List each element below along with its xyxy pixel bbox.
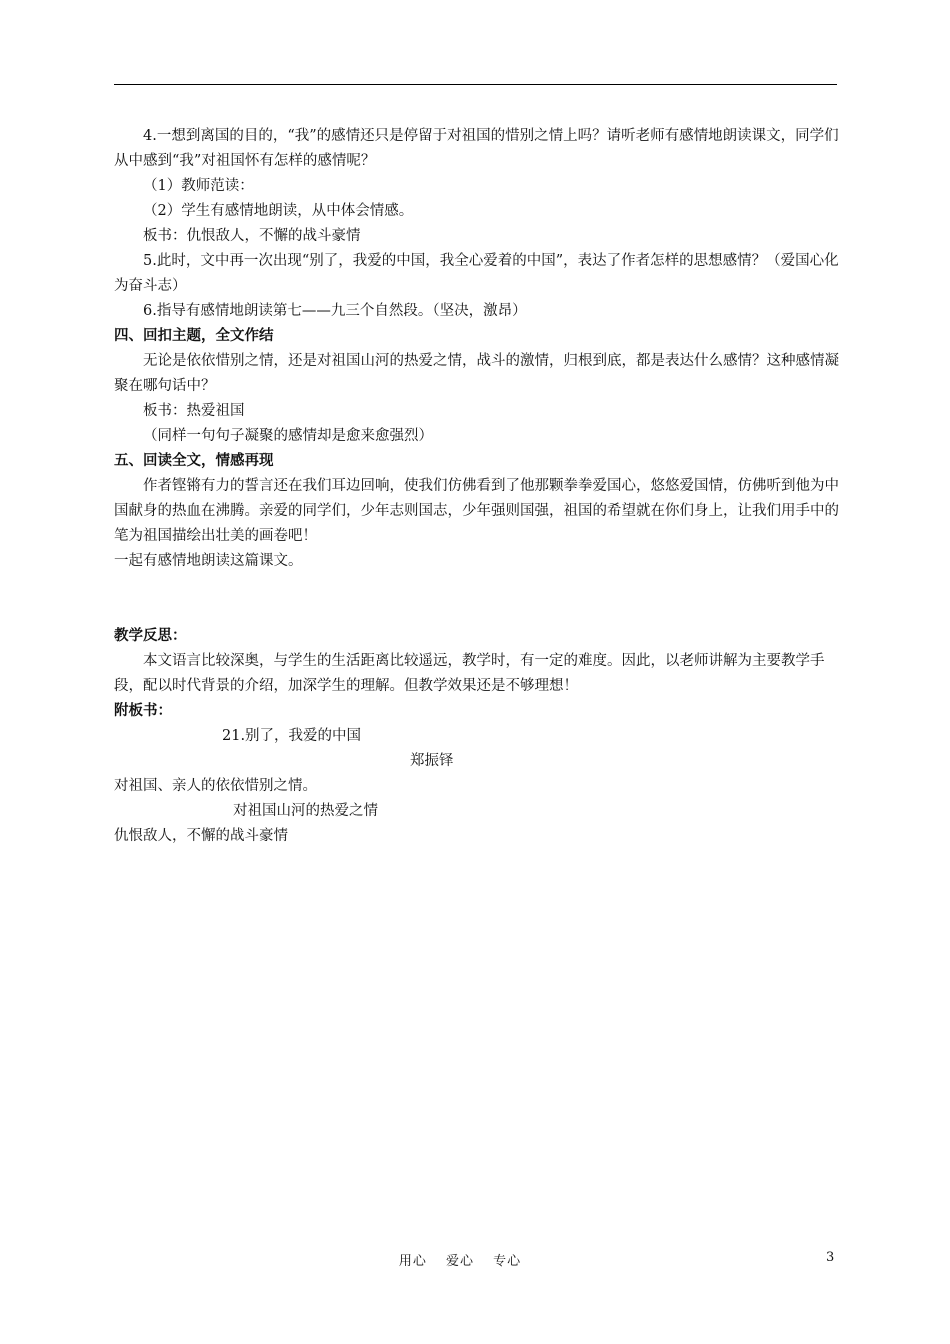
board-author: 郑振铎 (410, 753, 454, 769)
page-number: 3 (826, 1250, 835, 1265)
board-line-2: 对祖国山河的热爱之情 (233, 803, 378, 819)
board-line-3: 仇恨敌人，不懈的战斗豪情 (114, 828, 288, 844)
paragraph-teacher-reading: （1）教师范读： (143, 178, 254, 194)
document-body (114, 124, 839, 849)
paragraph-board-note-2: 板书：热爱祖国 (143, 403, 245, 419)
board-line-1: 对祖国、亲人的依依惜别之情。 (114, 778, 317, 794)
header-rule (114, 84, 837, 85)
paragraph-student-reading: （2）学生有感情地朗读，从中体会情感。 (143, 203, 414, 219)
paragraph-board-note-1: 板书：仇恨敌人，不懈的战斗豪情 (143, 228, 361, 244)
board-title: 21.别了，我爱的中国 (222, 728, 362, 744)
board-heading: 附板书： (114, 703, 172, 719)
paragraph-closing: 作者铿锵有力的誓言还在我们耳边回响，使我们仿佛看到了他那颗拳拳爱国心，悠悠爱国情，仿佛听到他为中国献身的热血在沸腾。亲爱的同学们，少年志则国志，少年强则国强，祖国的希望就在你们身上，让我们用手中的笔为祖国描绘出壮美的画卷吧！ (114, 478, 839, 544)
paragraph-question-4: 4.一想到离国的目的，“我”的感情还只是停留于对祖国的惜别之情上吗？请听老师有感情地朗读课文，同学们从中感到“我”对祖国怀有怎样的感情呢？ (114, 128, 839, 169)
paragraph-summary-question: 无论是依依惜别之情，还是对祖国山河的热爱之情，战斗的激情，归根到底，都是表达什么感情？这种感情凝聚在哪句话中？ (114, 353, 839, 394)
spacer (114, 574, 839, 624)
reflection-heading: 教学反思： (114, 628, 187, 644)
paragraph-emotion-note: （同样一句句子凝聚的感情却是愈来愈强烈） (143, 428, 433, 444)
section-heading-5: 五、回读全文，情感再现 (114, 453, 274, 469)
footer-motto: 用心 爱心 专心 (398, 1254, 522, 1269)
paragraph-read-together: 一起有感情地朗读这篇课文。 (114, 553, 303, 569)
paragraph-question-5: 5.此时，文中再一次出现“别了，我爱的中国，我全心爱着的中国”，表达了作者怎样的思想感情？（爱国心化为奋斗志） (114, 253, 839, 294)
section-heading-4: 四、回扣主题，全文作结 (114, 328, 274, 344)
paragraph-reflection: 本文语言比较深奥，与学生的生活距离比较遥远，教学时，有一定的难度。因此，以老师讲解为主要教学手段，配以时代背景的介绍，加深学生的理解。但教学效果还是不够理想！ (114, 653, 825, 694)
paragraph-guide-6: 6.指导有感情地朗读第七——九三个自然段。（坚决，激昂） (143, 303, 527, 319)
